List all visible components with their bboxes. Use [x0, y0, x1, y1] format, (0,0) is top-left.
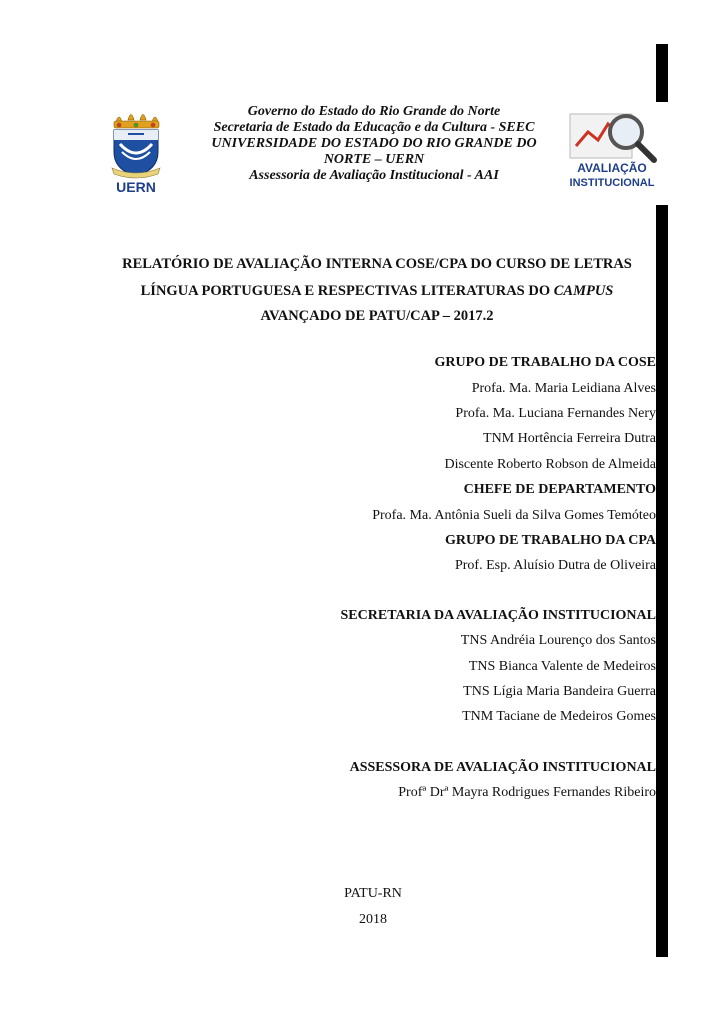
cose-member: Discente Roberto Robson de Almeida [444, 457, 656, 472]
cose-member: Profa. Ma. Luciana Fernandes Nery [455, 406, 656, 421]
uern-logo-text: UERN [116, 179, 156, 195]
footer-city-text: PATU-RN [344, 886, 402, 901]
report-title-line-2-text: LÍNGUA PORTUGUESA E RESPECTIVAS LITERATURAS DO [140, 283, 554, 299]
cose-heading: GRUPO DE TRABALHO DA COSE [434, 355, 656, 370]
cose-member: Profa. Ma. Maria Leidiana Alves [471, 381, 656, 396]
assessora-heading: ASSESSORA DE AVALIAÇÃO INSTITUCIONAL [349, 760, 656, 775]
secretaria-member: TNS Bianca Valente de Medeiros [468, 659, 656, 674]
assessora-member: Profª Drª Mayra Rodrigues Fernandes Ribeiro [398, 785, 656, 800]
secretaria-member: TNS Lígia Maria Bandeira Guerra [463, 684, 656, 699]
chefe-member: Profa. Ma. Antônia Sueli da Silva Gomes Temóteo [372, 508, 656, 523]
header-line-4: NORTE – UERN [323, 152, 425, 167]
cpa-heading: GRUPO DE TRABALHO DA CPA [444, 533, 656, 548]
footer-city [0, 886, 724, 902]
cose-member: TNM Hortência Ferreira Dutra [483, 431, 656, 446]
footer-year [0, 912, 724, 928]
chefe-heading: CHEFE DE DEPARTAMENTO [463, 482, 656, 497]
footer-year-text: 2018 [359, 912, 387, 927]
cpa-member: Prof. Esp. Aluísio Dutra de Oliveira [454, 558, 656, 573]
report-title-line-1: RELATÓRIO DE AVALIAÇÃO INTERNA COSE/CPA DO CURSO DE LETRAS [122, 256, 632, 272]
secretaria-heading: SECRETARIA DA AVALIAÇÃO INSTITUCIONAL [340, 608, 656, 623]
report-title-line-2 [92, 283, 662, 300]
avaliacao-institucional-logo [568, 108, 664, 194]
secretaria-member: TNS Andréia Lourenço dos Santos [460, 633, 656, 648]
header-line-5: Assessoria de Avaliação Institucional - AAI [249, 168, 499, 183]
header-line-1: Governo do Estado do Rio Grande do Norte [247, 104, 501, 119]
logo-text-avaliacao: AVALIAÇÃO [577, 161, 647, 175]
secretaria-member: TNM Taciane de Medeiros Gomes [462, 709, 656, 724]
header-line-3: UNIVERSIDADE DO ESTADO DO RIO GRANDE DO [211, 136, 537, 151]
report-title-campus: CAMPUS [553, 283, 614, 299]
logo-text-institucional: INSTITUCIONAL [569, 177, 655, 189]
report-title-line-3: AVANÇADO DE PATU/CAP – 2017.2 [260, 308, 494, 324]
header-line-2: Secretaria de Estado da Educação e da Cultura - SEEC [213, 120, 535, 135]
institution-header [178, 104, 570, 184]
right-margin-bar-top [656, 44, 668, 102]
uern-logo [106, 108, 166, 198]
